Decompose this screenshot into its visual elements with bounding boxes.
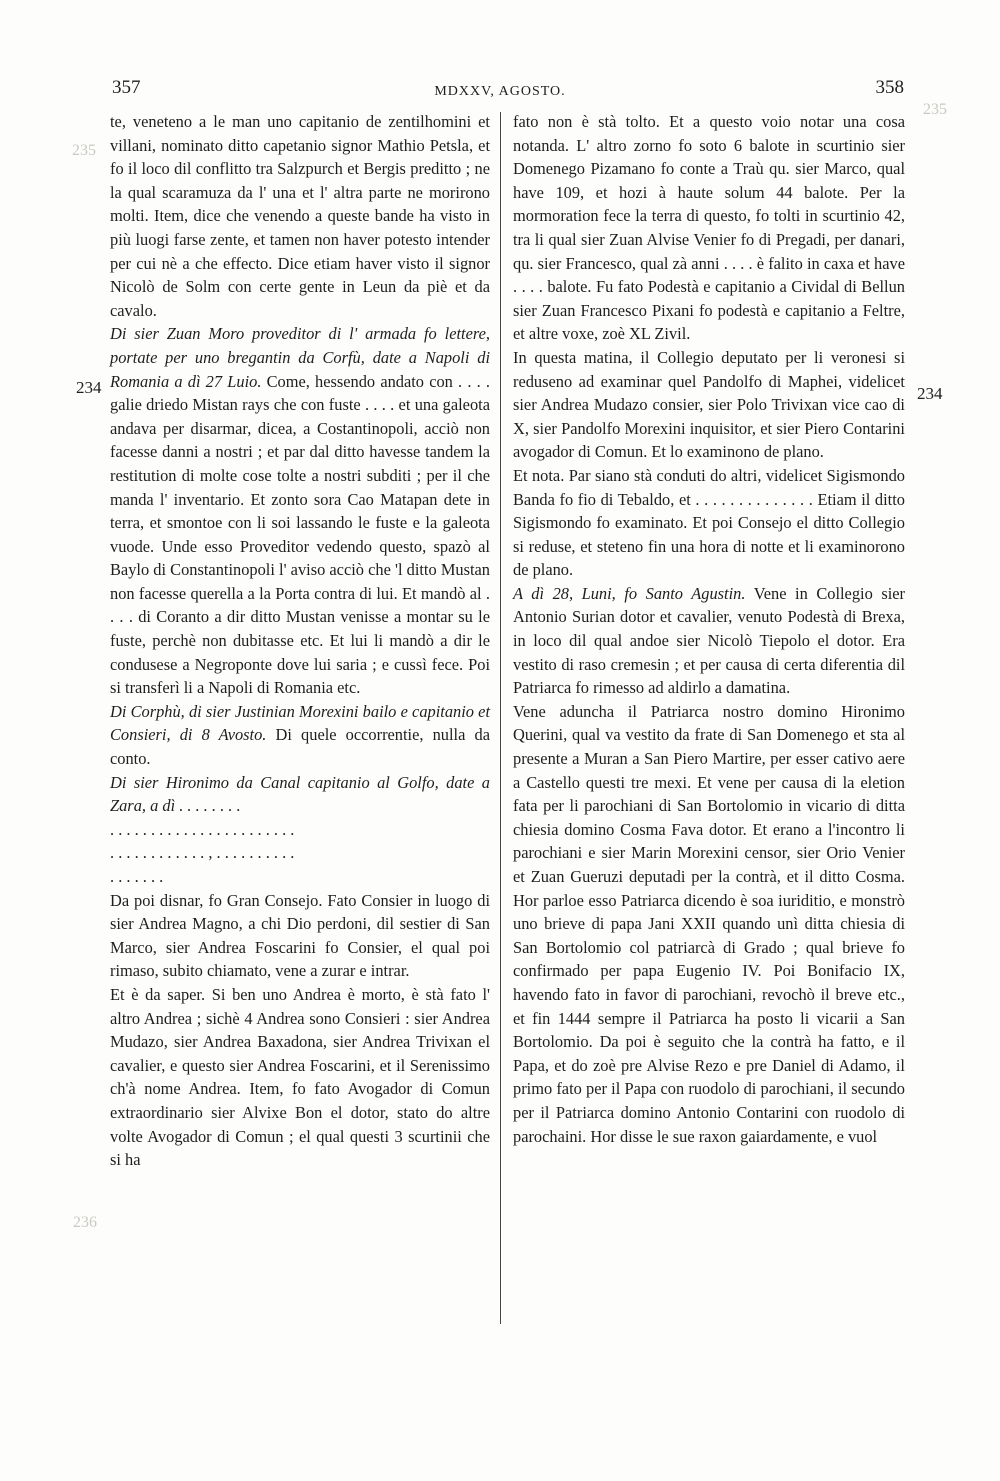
paragraph-heading: Di Corphù, di sier Justinian Morexini bailo e capitanio et Consieri, di 8 Avosto. bbox=[110, 701, 490, 745]
running-header: MDXXV, AGOSTO. bbox=[434, 84, 566, 99]
paragraph bbox=[110, 771, 490, 818]
paragraph: In questa matina, il Collegio deputato per li veronesi si reduseno ad examinar quel Pandolfo di Maphei, videlicet sier Andrea Mudazo consier, sier Polo Trivixan vice cao di X, sier Pandolfo Morexini inquisitor, et sier Piero Contarini avogador di Comun. Et lo examinono de plano. bbox=[513, 347, 905, 462]
dot-line: . . . . . . . . . . . . , . . . . . . . . . . bbox=[110, 843, 295, 863]
paragraph-heading: A dì 28, Luni, fo Santo Agustin. bbox=[513, 583, 746, 603]
dot-line: . . . . . . . bbox=[110, 867, 164, 886]
bleed-through-number: 236 bbox=[73, 1214, 97, 1231]
paragraph-body: Come, hessendo andato con . . . . galie driedo Mistan rays che con fuste . . . . et una galeota andava per disarmar, dicea, a Costantinopoli, acciò non facesse danni a nostri ; et par dal ditto havesse tandem la restitution di molte cose tolte a nostri subditi ; per il che manda l' inventario. Et zonto sora Cao Matapan dete in terra, et smontoe con li soi lassando le fuste e la galeota vuode. Unde esso Proveditor vedendo questo, spazò al Baylo di Constantinopoli l' aviso acciò che 'l ditto Mustan non facesse querella a la Porta contra di lui. Et mandò al . . . . di Coranto a dir ditto Mustan venisse a montar su le fuste, perchè non dubitasse etc. Et lui li mandò a dir le condusese a Negroponte dove lui saria ; e cussì fece. Poi si transferì li a Napoli di Romania etc. bbox=[110, 371, 490, 698]
margin-number-right: 234 bbox=[917, 384, 943, 403]
dot-line: . . . . . . . . . . . . . . . . . . . . . . . bbox=[110, 819, 295, 839]
paragraph: Da poi disnar, fo Gran Consejo. Fato Consier in luogo di sier Andrea Magno, a chi Dio perdoni, dil sestier di San Marco, sier Andrea Foscarini fo Consier, el qual poi rimaso, subito chiamato, vene a zurar e intrar. bbox=[110, 890, 490, 981]
paragraph bbox=[110, 322, 490, 700]
bleed-through-number: 235 bbox=[72, 142, 96, 159]
bleed-through-number: 235 bbox=[923, 101, 947, 118]
paragraph-heading: Di sier Hironimo da Canal capitanio al Golfo, date a Zara, a dì . . . . . . . . bbox=[110, 772, 490, 816]
paragraph: Et nota. Par siano stà conduti do altri, videlicet Sigismondo Banda fo fio di Tebaldo, et . . . . . . . . . . . . . . Etiam il ditto Sigismondo fo examinato. Et poi Consejo el ditto Collegio si reduse, et steteno fin una hora di notte et li examinorono de plano. bbox=[513, 465, 905, 580]
paragraph: te, veneteno a le man uno capitanio de zentilhomini et villani, nominato ditto capetanio signor Mathio Petsla, et fo il loco dil conflitto tra Salzpurch et Bergis preditto ; ne la qual scaramuza da l' una et l' altra parte ne morirono molti. Item, dice che venendo a queste bande ha visto in più luogi farse zente, et tamen non haver potesto intender per cui nè a che effecto. Dice etiam haver visto il signor Nicolò de Solm con certe gente in Leun da piè et da cavalo. bbox=[110, 112, 490, 320]
left-column bbox=[110, 110, 490, 1172]
paragraph: Et è da saper. Si ben uno Andrea è morto, è stà fato l' altro Andrea ; sichè 4 Andrea sono Consieri : sier Andrea Mudazo, sier Andrea Baxadona, sier Andrea Trivixan el cavalier, e questo sier Andrea Foscarini, et il Serenissimo ch'à nome Andrea. Item, fo fato Avogador di Comun extraordinario sier Alvixe Bon el dotor, stato do altre volte Avogador di Comun ; el qual questi 3 scurtinii che si ha bbox=[110, 984, 490, 1170]
paragraph-body: Di quele occorrentie, nulla da conto. bbox=[110, 725, 490, 769]
column-divider bbox=[500, 112, 501, 1324]
paragraph-body: Vene in Collegio sier Antonio Surian dotor et cavalier, venuto Podestà di Brexa, in loco dil qual andoe sier Nicolò Tiepolo el dotor. Era vestito di raso cremesin ; et per causa di certa diferentia dil Patriarca fo rimesso ad aldirlo a damatina. bbox=[513, 583, 906, 698]
paragraph bbox=[110, 700, 490, 771]
paragraph-heading: Di sier Zuan Moro proveditor di l' armada fo lettere, portate per uno bregantin da Corfù, date a Napoli di Romania a dì 27 Luio. bbox=[110, 324, 490, 391]
margin-number-left: 234 bbox=[76, 378, 102, 397]
right-column bbox=[513, 110, 905, 1148]
paragraph: fato non è stà tolto. Et a questo voio notar una cosa notanda. L' altro zorno fo soto 6 balote in scurtinio sier Domenego Pizamano fo conte a Traù qu. sier Marco, qual have 109, et hozi à haute solum 44 balote. Per la mormoration fece la terra di questo, fo tolti in scurtinio 42, tra li qual sier Zuan Alvise Venier fo di Pregadi, per danari, qu. sier Francesco, qual zà anni . . . . è falito in caxa et have . . . . balote. Fu fato Podestà e capitanio a Cividal di Bellun sier Zuan Francesco Pixani fo podestà e capitanio a Feltre, et altre voxe, zoè XL Zivil. bbox=[513, 112, 905, 344]
left-page-number: 357 bbox=[112, 77, 141, 98]
paragraph bbox=[513, 582, 905, 700]
right-page-number: 358 bbox=[875, 77, 904, 98]
paragraph: Vene aduncha il Patriarca nostro domino Hironimo Querini, qual va vestito da frate di San Domenego et sta al presente a Muran a San Piero Martire, per esser cativo aere a Castello questi tre mexi. Et vene per causa di la eletion fata per li parochiani di San Bortolomio in vicario di ditta chiesia domino Cosma Fava dotor. Et erano a l'incontro li parochiani e sier Marin Morexini censor, sier Orio Venier et Zuan Gueruzi deputadi per la contrà, et il ditto Cosma. Hor parloe esso Patriarca dicendo è soa iuriditio, e monstrò uno brieve di papa Jani XXII quando unì ditta chiesia di San Bortolomio col patriarcà di Grado ; qual brieve fo confirmado per papa Eugenio IV. Poi Bonifacio IX, havendo fato in favor di parochiani, revochò il breve etc., et fin 1444 sempre il Patriarca ha posto li vicarii a San Bortolomio. Da poi è seguito che la contrà ha fatto, e il Papa, et do zoè pre Alvise Rezo e pre Daniel di Adamo, il primo fato per il Papa con ruodolo di parochiani, il secundo per il Patriarca domino Antonio Contarini con ruodolo di parochaini. Hor disse le sue raxon gaiardamente, e vuol bbox=[513, 701, 905, 1146]
